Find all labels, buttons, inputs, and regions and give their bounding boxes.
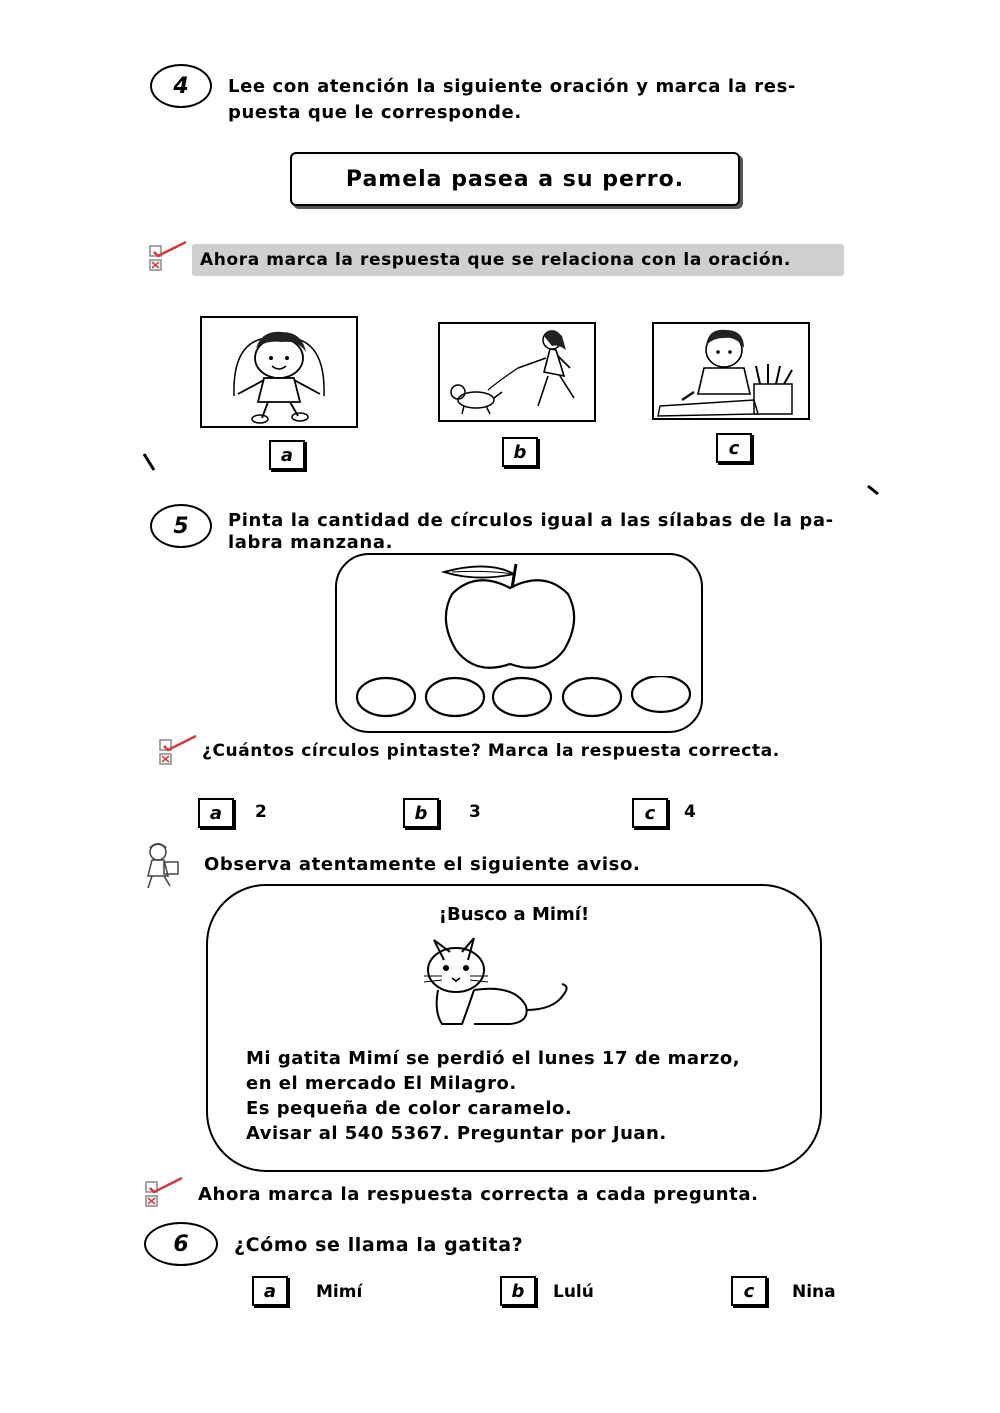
question-4-instruction <box>228 74 796 126</box>
syllable-circle[interactable] <box>357 678 415 716</box>
option-b-box[interactable]: b <box>403 798 439 828</box>
option-b-value: 3 <box>469 802 481 822</box>
sentence-box: Pamela pasea a su perro. <box>290 152 740 206</box>
option-b-box[interactable]: b <box>500 1276 536 1306</box>
question-number-4: 4 <box>150 64 212 108</box>
notice-body <box>246 1046 740 1146</box>
option-c-value: Nina <box>792 1282 836 1302</box>
option-b-box[interactable]: b <box>502 437 538 467</box>
checkbox-pencil-icon <box>156 734 200 768</box>
option-c-picture[interactable] <box>652 322 810 420</box>
option-a-value: Mimí <box>316 1282 363 1302</box>
question-5-prompt: ¿Cuántos círculos pintaste? Marca la respuesta correcta. <box>202 741 780 761</box>
instruction-line-2: puesta que le corresponde. <box>228 102 522 123</box>
option-a-box[interactable]: a <box>269 440 305 470</box>
notice-line: Mi gatita Mimí se perdió el lunes 17 de marzo, <box>246 1048 741 1069</box>
option-b-value: Lulú <box>553 1282 594 1302</box>
notice-intro: Observa atentamente el siguiente aviso. <box>204 854 641 875</box>
instruction-line-1: Lee con atención la siguiente oración y marca la res- <box>228 76 796 97</box>
option-a-box[interactable]: a <box>198 798 234 828</box>
instruction-line-1: Pinta la cantidad de círculos igual a las sílabas de la pa- <box>228 510 834 531</box>
cat-icon <box>414 930 582 1030</box>
lost-cat-notice <box>206 884 822 1172</box>
apple-icon <box>436 560 586 678</box>
syllable-circle[interactable] <box>426 678 484 716</box>
option-a-value: 2 <box>255 802 267 822</box>
syllable-circle[interactable] <box>493 678 551 716</box>
option-c-box[interactable]: c <box>731 1276 767 1306</box>
boy-reading-icon <box>140 840 186 890</box>
option-b-picture[interactable] <box>438 322 596 422</box>
syllable-circle[interactable] <box>632 676 690 712</box>
option-c-box[interactable]: c <box>716 433 752 463</box>
option-a-box[interactable]: a <box>252 1276 288 1306</box>
question-number-6: 6 <box>144 1222 218 1266</box>
notice-line: Avisar al 540 5367. Preguntar por Juan. <box>246 1123 667 1144</box>
scan-mark-right <box>866 484 882 498</box>
question-4-prompt: Ahora marca la respuesta que se relaciona con la oración. <box>192 244 844 276</box>
option-c-box[interactable]: c <box>632 798 668 828</box>
notice-line: Es pequeña de color caramelo. <box>246 1098 573 1119</box>
girl-jumping-rope-icon <box>202 318 356 426</box>
option-c-value: 4 <box>684 802 696 822</box>
notice-title: ¡Busco a Mimí! <box>438 904 590 925</box>
scan-mark-left <box>142 452 158 472</box>
instruction-line-2: labra manzana. <box>228 532 394 553</box>
girl-walking-dog-icon <box>440 324 594 420</box>
option-a-picture[interactable] <box>200 316 358 428</box>
question-6-text: ¿Cómo se llama la gatita? <box>234 1234 524 1256</box>
checkbox-pencil-icon <box>146 240 190 274</box>
syllable-circle[interactable] <box>563 678 621 716</box>
question-number-5: 5 <box>150 504 212 548</box>
checkbox-pencil-icon <box>142 1176 186 1210</box>
girl-drawing-icon <box>654 324 808 418</box>
question-5-instruction <box>228 508 834 556</box>
syllable-circles <box>355 676 695 720</box>
notice-prompt: Ahora marca la respuesta correcta a cada pregunta. <box>198 1184 759 1205</box>
notice-line: en el mercado El Milagro. <box>246 1073 517 1094</box>
